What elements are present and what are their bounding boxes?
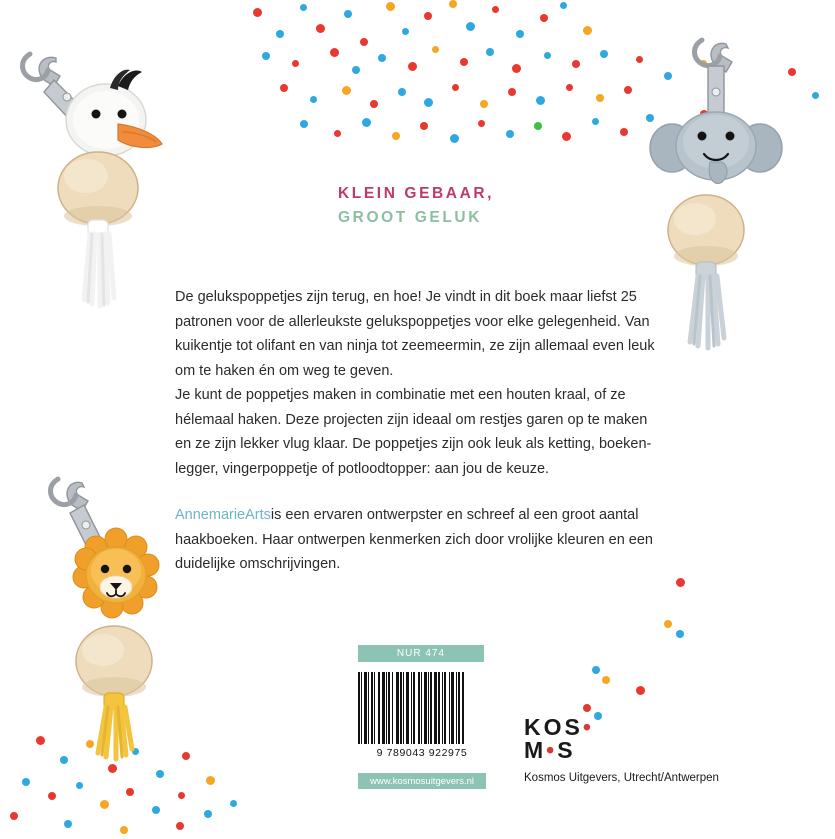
isbn-number: 9 789043 922975 (376, 747, 468, 759)
tassel (84, 220, 114, 306)
wooden-bead (76, 626, 152, 697)
blurb-paragraph-1: De gelukspoppetjes zijn terug, en hoe! Je vindt in dit boek maar liefst 25 patronen voor de allerleukste gelukspoppetjes voor elke gelegenheid. Van kuikentje tot olifant en van ninja tot zeemeermin, ze zijn allemaal even leuk om te haken én om weg te geven. (175, 289, 655, 379)
headline (338, 185, 638, 227)
wooden-bead (58, 152, 138, 226)
logo-dot-icon-2: • (546, 737, 558, 763)
kosmos-logo (524, 716, 754, 762)
blurb-paragraph-3 (175, 503, 655, 577)
lobster-clasp-icon (51, 479, 101, 545)
barcode-image (358, 672, 486, 744)
logo-line-2: M•S (524, 737, 576, 763)
tassel (98, 693, 132, 759)
headline-line-1: KLEIN GEBAAR, (338, 185, 495, 202)
author-name: AnnemarieArts (175, 507, 271, 523)
blurb (175, 285, 655, 577)
publisher-block (524, 716, 754, 784)
nur-badge (358, 645, 484, 662)
logo-line-1: KOS• (524, 714, 594, 740)
lobster-clasp-icon (695, 40, 733, 116)
headline-line-2: GROOT GELUK (338, 209, 482, 226)
author-description: is een ervaren ontwerpster en schreef al een groot aantal haakboeken. Haar ontwerpen kenmerken zich door vrolijke kleuren en een duidelijke omschrijvingen. (175, 507, 653, 572)
seagull-head (66, 70, 162, 156)
publisher-imprint: Kosmos Uitgevers, Utrecht/Antwerpen (524, 772, 719, 784)
blurb-paragraph-2: Je kunt de poppetjes maken in combinatie met een houten kraal, of ze hélemaal haken. Deze projecten zijn ideaal om restjes garen op te maken en ze zijn lekker vlug klaar. De poppetjes zijn ook leuk als ketting, boeken-legger, vingerpoppetje of potloodtopper: aan jou de keuze. (175, 387, 652, 477)
barcode-block (358, 672, 486, 789)
nur-label: NUR 474 (396, 648, 446, 659)
seagull-illustration (10, 20, 190, 310)
elephant-illustration (640, 30, 820, 360)
elephant-charm (640, 30, 820, 360)
elephant-head (650, 112, 782, 183)
publisher-url[interactable]: www.kosmosuitgevers.nl (358, 773, 486, 789)
wooden-bead (668, 195, 744, 266)
tassel (690, 262, 724, 348)
seagull-charm (10, 20, 190, 310)
logo-dot-icon: • (582, 714, 594, 740)
